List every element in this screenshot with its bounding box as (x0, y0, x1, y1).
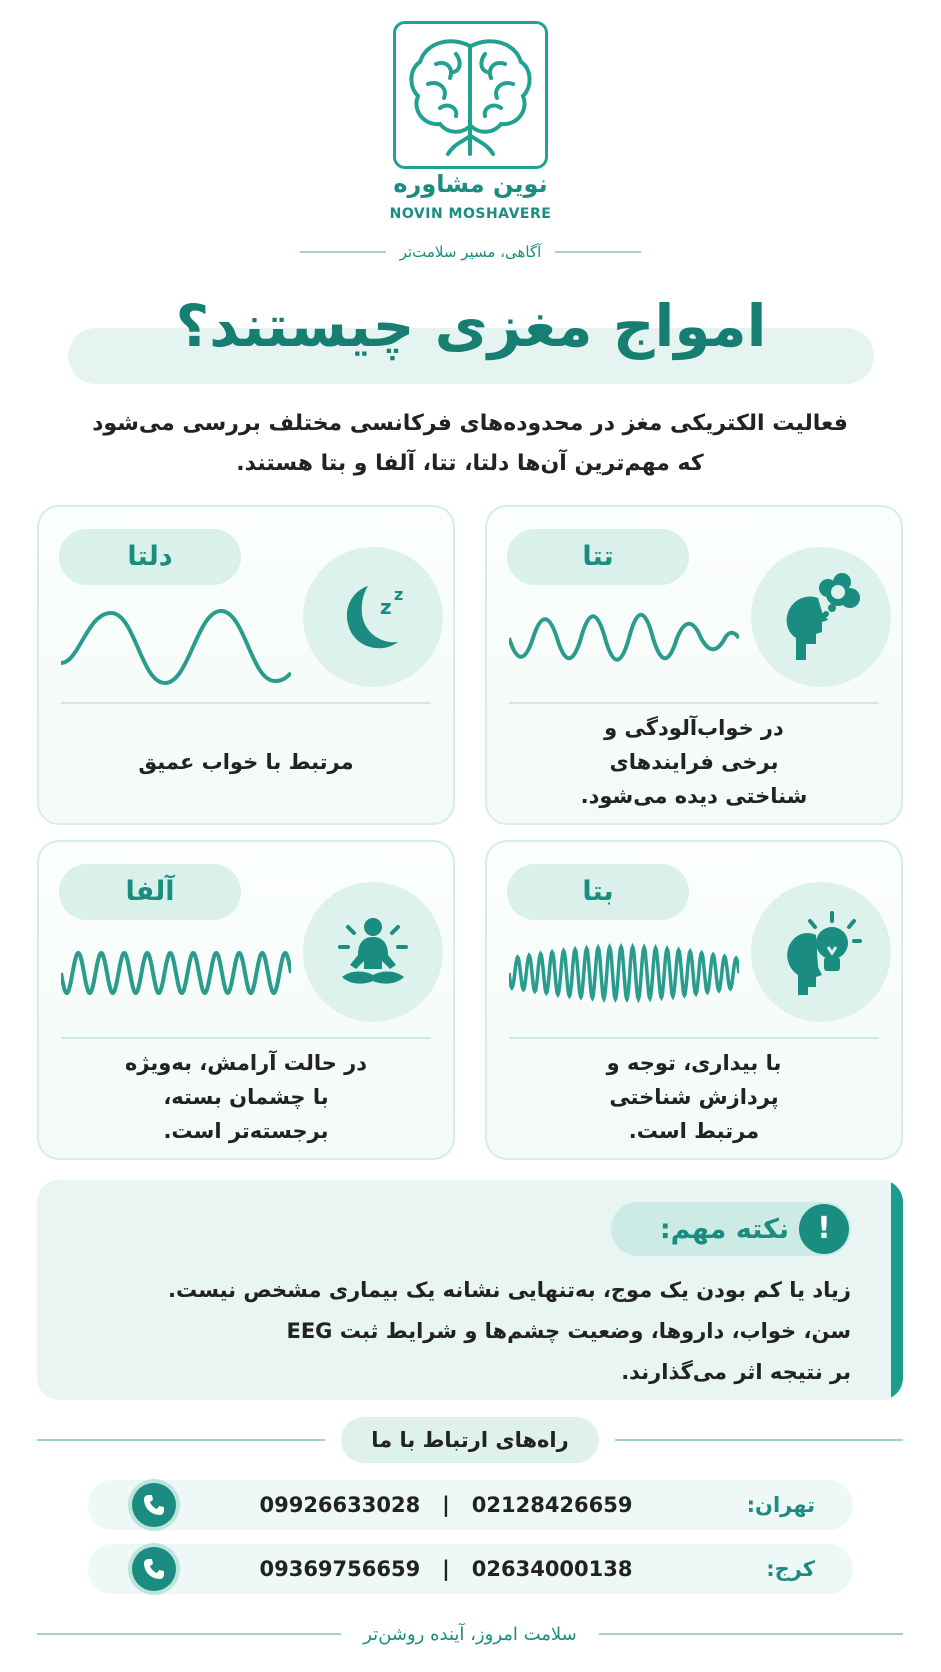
moon-sleep-icon (328, 572, 418, 662)
card-title: آلفا (59, 864, 241, 920)
phone-number[interactable]: 09369756659 (259, 1557, 421, 1581)
beta-wave (509, 938, 739, 1008)
divider (615, 1439, 903, 1441)
intro-line: فعالیت الکتریکی مغز در محدوده‌های فرکانسی مختلف بررسی می‌شود (92, 411, 848, 436)
brain-tree-logo-icon (396, 24, 545, 166)
divider (509, 702, 879, 704)
divider (37, 1439, 325, 1441)
phone-numbers (256, 1544, 636, 1594)
note-heading (611, 1202, 851, 1256)
card-beta (485, 840, 903, 1160)
separator: | (442, 1493, 450, 1517)
card-alpha (37, 840, 455, 1160)
card-description: مرتبط با خواب عمیق (138, 750, 354, 774)
note-title: نکته مهم: (659, 1213, 789, 1245)
card-delta (37, 505, 455, 825)
icon-circle (751, 547, 891, 687)
divider (599, 1633, 903, 1635)
phone-number[interactable]: 02634000138 (471, 1557, 633, 1581)
intro-line: که مهم‌ترین آن‌ها دلتا، تتا، آلفا و بتا هستند. (236, 451, 704, 476)
card-title: دلتا (59, 529, 241, 585)
svg-text:z: z (394, 585, 404, 604)
contact-row-karaj (88, 1544, 853, 1594)
card-text: با بیداری، توجه و پردازش شناختی مرتبط است. (606, 1051, 782, 1143)
important-note (37, 1180, 903, 1400)
card-description (509, 1047, 879, 1147)
contact-row-tehran (88, 1480, 853, 1530)
tagline: آگاهی، مسیر سلامت‌تر (399, 243, 542, 261)
footer-slogan: سلامت امروز، آینده روشن‌تر (363, 1623, 577, 1645)
footer-row (37, 1620, 903, 1648)
divider (61, 1037, 431, 1039)
brand-name-fa: نوین مشاوره (393, 170, 548, 198)
separator: | (442, 1557, 450, 1581)
exclamation-icon: ! (799, 1204, 849, 1254)
divider (555, 251, 641, 253)
card-description (61, 1047, 431, 1147)
divider (37, 1633, 341, 1635)
note-line: سن، خواب، داروها، وضعیت چشم‌ها و شرایط ثبت EEG (286, 1319, 851, 1343)
card-title: تتا (507, 529, 689, 585)
card-text: در حالت آرامش، به‌ویژه با چشمان بسته، برجسته‌تر است. (124, 1051, 368, 1143)
contact-heading-row (37, 1417, 903, 1463)
call-button[interactable] (132, 1547, 176, 1591)
brand-name-en: NOVIN MOSHAVERE (389, 206, 552, 222)
card-text: در خواب‌آلودگی و برخی فرایندهای شناختی دیده می‌شود. (580, 716, 808, 808)
call-button[interactable] (132, 1483, 176, 1527)
phone-numbers (256, 1480, 636, 1530)
city-label: تهران: (746, 1493, 815, 1517)
divider (300, 251, 386, 253)
contact-heading: راه‌های ارتباط با ما (341, 1417, 598, 1463)
lightbulb-head-icon (776, 907, 866, 997)
note-accent-bar (891, 1180, 903, 1400)
intro-text (40, 404, 900, 484)
logo (393, 21, 548, 169)
phone-icon (142, 1557, 166, 1581)
icon-circle (303, 547, 443, 687)
card-title: بتا (507, 864, 689, 920)
card-description (509, 712, 879, 812)
delta-wave (61, 603, 291, 693)
note-body (91, 1270, 851, 1393)
icon-circle (751, 882, 891, 1022)
phone-icon (142, 1493, 166, 1517)
phone-number[interactable]: 02128426659 (471, 1493, 633, 1517)
city-label: کرج: (766, 1557, 815, 1581)
divider (509, 1037, 879, 1039)
icon-circle (303, 882, 443, 1022)
note-line: زیاد یا کم بودن یک موج، به‌تنهایی نشانه یک بیماری مشخص نیست. (168, 1278, 851, 1302)
tagline-row (300, 240, 641, 264)
theta-wave (509, 603, 739, 673)
svg-text:z: z (380, 595, 392, 619)
divider (61, 702, 431, 704)
alpha-wave (61, 938, 291, 1008)
thinking-head-icon (776, 572, 866, 662)
card-theta (485, 505, 903, 825)
meditation-icon (328, 907, 418, 997)
phone-number[interactable]: 09926633028 (259, 1493, 421, 1517)
page-title: امواج مغزی چیستند؟ (175, 292, 767, 360)
note-line: بر نتیجه اثر می‌گذارند. (621, 1360, 851, 1384)
